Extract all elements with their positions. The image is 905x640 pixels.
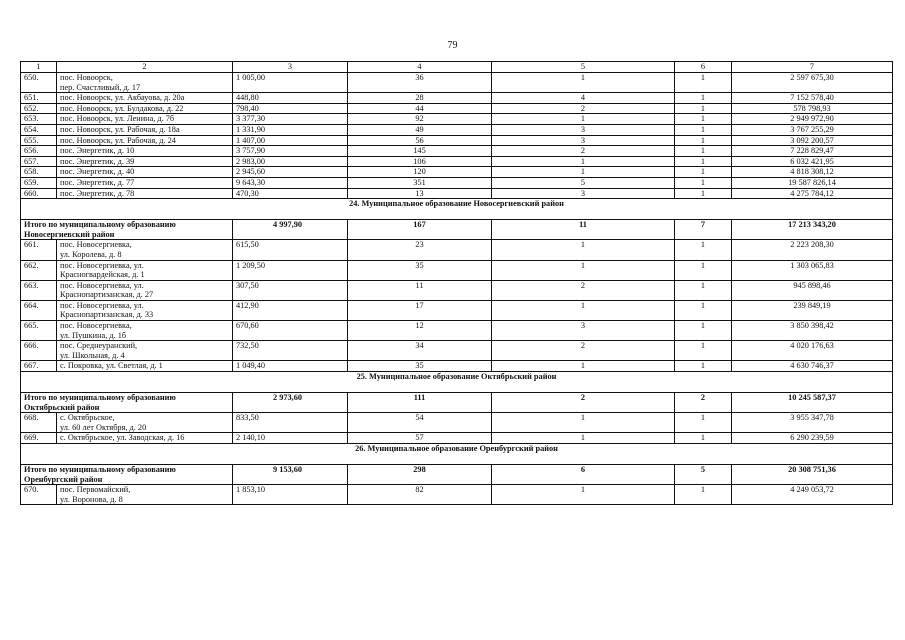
- total-label: Итого по муниципальному образованию Октябрьский район: [21, 393, 233, 413]
- row-number: 670.: [21, 485, 57, 505]
- address: пос. Энергетик, д. 39: [57, 156, 233, 167]
- row-number: 661.: [21, 240, 57, 260]
- total-cost-value: 20 308 751,36: [732, 465, 893, 485]
- value-col5: 1: [492, 413, 675, 433]
- area-value: 1 331,90: [233, 124, 348, 135]
- table-row: [21, 156, 893, 167]
- cost-value: 578 798,93: [732, 103, 893, 114]
- area-value: 2 983,00: [233, 156, 348, 167]
- table-row: [21, 280, 893, 300]
- area-value: 615,50: [233, 240, 348, 260]
- address: пос. Новосергиевка, ул. Краснопартизанская, д. 27: [57, 280, 233, 300]
- value-col5: 2: [492, 280, 675, 300]
- value-col5: 3: [492, 321, 675, 341]
- value-col6: 1: [675, 146, 732, 157]
- residents-count: 12: [348, 321, 492, 341]
- value-col5: 2: [492, 103, 675, 114]
- total-cost-value: 10 245 587,37: [732, 393, 893, 413]
- value-col6: 1: [675, 188, 732, 199]
- cost-value: 4 275 784,12: [732, 188, 893, 199]
- column-header: 7: [732, 62, 893, 73]
- value-col5: 1: [492, 240, 675, 260]
- value-col6: 1: [675, 321, 732, 341]
- cost-value: 6 032 421,95: [732, 156, 893, 167]
- residents-count: 23: [348, 240, 492, 260]
- total-value-col6: 7: [675, 220, 732, 240]
- row-number: 664.: [21, 300, 57, 320]
- section-heading-row: [21, 372, 893, 393]
- table-row: [21, 433, 893, 444]
- area-value: 798,40: [233, 103, 348, 114]
- residents-count: 82: [348, 485, 492, 505]
- residents-count: 351: [348, 177, 492, 188]
- value-col6: 1: [675, 361, 732, 372]
- address: пос. Энергетик, д. 40: [57, 167, 233, 178]
- row-number: 652.: [21, 103, 57, 114]
- value-col5: 1: [492, 300, 675, 320]
- row-number: 654.: [21, 124, 57, 135]
- row-number: 656.: [21, 146, 57, 157]
- area-value: 833,50: [233, 413, 348, 433]
- column-header: 1: [21, 62, 57, 73]
- cost-value: 4 249 053,72: [732, 485, 893, 505]
- value-col6: 1: [675, 260, 732, 280]
- cost-value: 945 898,46: [732, 280, 893, 300]
- data-table: [20, 61, 893, 505]
- address: пос. Новоорск, ул. Ленина, д. 7б: [57, 114, 233, 125]
- row-number: 653.: [21, 114, 57, 125]
- address: с. Покровка, ул. Светлая, д. 1: [57, 361, 233, 372]
- residents-count: 28: [348, 93, 492, 104]
- residents-count: 92: [348, 114, 492, 125]
- row-number: 663.: [21, 280, 57, 300]
- value-col6: 1: [675, 103, 732, 114]
- total-row: [21, 393, 893, 413]
- address: пос. Новоорск, пер. Счастливый, д. 17: [57, 73, 233, 93]
- residents-count: 35: [348, 260, 492, 280]
- table-row: [21, 260, 893, 280]
- residents-count: 35: [348, 361, 492, 372]
- cost-value: 2 223 208,30: [732, 240, 893, 260]
- value-col6: 1: [675, 341, 732, 361]
- address: пос. Первомайский, ул. Воронова, д. 8: [57, 485, 233, 505]
- residents-count: 106: [348, 156, 492, 167]
- address: пос. Новоорск, ул. Булдакова, д. 22: [57, 103, 233, 114]
- value-col6: 1: [675, 413, 732, 433]
- row-number: 669.: [21, 433, 57, 444]
- cost-value: 2 597 675,30: [732, 73, 893, 93]
- address: пос. Новосергиевка, ул. Пушкина, д. 1б: [57, 321, 233, 341]
- column-header: 2: [57, 62, 233, 73]
- cost-value: 3 955 347,78: [732, 413, 893, 433]
- residents-count: 56: [348, 135, 492, 146]
- total-value-col6: 5: [675, 465, 732, 485]
- value-col6: 1: [675, 167, 732, 178]
- total-row: [21, 465, 893, 485]
- address: с. Октябрьское, ул. 60 лет Октября, д. 20: [57, 413, 233, 433]
- value-col6: 1: [675, 93, 732, 104]
- column-header: 3: [233, 62, 348, 73]
- row-number: 662.: [21, 260, 57, 280]
- total-row: [21, 220, 893, 240]
- address: с. Октябрьское, ул. Заводская, д. 16: [57, 433, 233, 444]
- value-col5: 4: [492, 93, 675, 104]
- table-row: [21, 413, 893, 433]
- area-value: 670,60: [233, 321, 348, 341]
- area-value: 1 049,40: [233, 361, 348, 372]
- value-col5: 1: [492, 361, 675, 372]
- table-row: [21, 93, 893, 104]
- total-label: Итого по муниципальному образованию Новосергиевский район: [21, 220, 233, 240]
- column-header-row: [21, 62, 893, 73]
- address: пос. Новоорск, ул. Рабочая, д. 18а: [57, 124, 233, 135]
- total-area-value: 9 153,60: [233, 465, 348, 485]
- area-value: 1 209,50: [233, 260, 348, 280]
- area-value: 1 005,00: [233, 73, 348, 93]
- row-number: 659.: [21, 177, 57, 188]
- column-header: 4: [348, 62, 492, 73]
- section-title: 25. Муниципальное образование Октябрьский район: [21, 372, 893, 393]
- value-col6: 1: [675, 485, 732, 505]
- section-heading-row: [21, 444, 893, 465]
- area-value: 1 853,10: [233, 485, 348, 505]
- total-cost-value: 17 213 343,20: [732, 220, 893, 240]
- cost-value: 1 303 065,83: [732, 260, 893, 280]
- total-area-value: 2 973,60: [233, 393, 348, 413]
- table-row: [21, 73, 893, 93]
- value-col5: 1: [492, 433, 675, 444]
- residents-count: 120: [348, 167, 492, 178]
- value-col6: 1: [675, 135, 732, 146]
- value-col6: 1: [675, 300, 732, 320]
- section-title: 26. Муниципальное образование Оренбургский район: [21, 444, 893, 465]
- table-row: [21, 240, 893, 260]
- total-value-col6: 2: [675, 393, 732, 413]
- table-row: [21, 103, 893, 114]
- area-value: 2 945,60: [233, 167, 348, 178]
- table-row: [21, 188, 893, 199]
- cost-value: 19 587 826,14: [732, 177, 893, 188]
- residents-count: 36: [348, 73, 492, 93]
- table-row: [21, 177, 893, 188]
- total-value-col5: 11: [492, 220, 675, 240]
- value-col6: 1: [675, 177, 732, 188]
- section-heading-row: [21, 199, 893, 220]
- cost-value: 4 630 746,37: [732, 361, 893, 372]
- value-col5: 3: [492, 188, 675, 199]
- area-value: 3 757,90: [233, 146, 348, 157]
- total-residents-count: 167: [348, 220, 492, 240]
- area-value: 470,30: [233, 188, 348, 199]
- cost-value: 6 290 239,59: [732, 433, 893, 444]
- table-row: [21, 124, 893, 135]
- area-value: 412,90: [233, 300, 348, 320]
- residents-count: 54: [348, 413, 492, 433]
- area-value: 1 407,00: [233, 135, 348, 146]
- cost-value: 7 228 829,47: [732, 146, 893, 157]
- address: пос. Энергетик, д. 10: [57, 146, 233, 157]
- row-number: 666.: [21, 341, 57, 361]
- residents-count: 57: [348, 433, 492, 444]
- area-value: 448,80: [233, 93, 348, 104]
- row-number: 657.: [21, 156, 57, 167]
- row-number: 665.: [21, 321, 57, 341]
- table-row: [21, 361, 893, 372]
- table-row: [21, 135, 893, 146]
- address: пос. Энергетик, д. 78: [57, 188, 233, 199]
- row-number: 651.: [21, 93, 57, 104]
- value-col5: 1: [492, 114, 675, 125]
- value-col5: 3: [492, 135, 675, 146]
- table-row: [21, 485, 893, 505]
- value-col6: 1: [675, 124, 732, 135]
- cost-value: 3 850 398,42: [732, 321, 893, 341]
- row-number: 658.: [21, 167, 57, 178]
- area-value: 3 377,30: [233, 114, 348, 125]
- value-col5: 1: [492, 156, 675, 167]
- address: пос. Среднеуранский, ул. Школьная, д. 4: [57, 341, 233, 361]
- cost-value: 7 152 578,40: [732, 93, 893, 104]
- value-col5: 2: [492, 341, 675, 361]
- value-col6: 1: [675, 156, 732, 167]
- total-value-col5: 2: [492, 393, 675, 413]
- cost-value: 4 818 308,12: [732, 167, 893, 178]
- total-residents-count: 298: [348, 465, 492, 485]
- cost-value: 3 767 255,29: [732, 124, 893, 135]
- total-residents-count: 111: [348, 393, 492, 413]
- cost-value: 3 092 200,57: [732, 135, 893, 146]
- section-title: 24. Муниципальное образование Новосергиевский район: [21, 199, 893, 220]
- row-number: 660.: [21, 188, 57, 199]
- area-value: 307,50: [233, 280, 348, 300]
- value-col5: 1: [492, 260, 675, 280]
- column-header: 5: [492, 62, 675, 73]
- residents-count: 11: [348, 280, 492, 300]
- row-number: 668.: [21, 413, 57, 433]
- residents-count: 34: [348, 341, 492, 361]
- table-row: [21, 114, 893, 125]
- value-col5: 1: [492, 485, 675, 505]
- area-value: 732,50: [233, 341, 348, 361]
- value-col6: 1: [675, 73, 732, 93]
- value-col6: 1: [675, 114, 732, 125]
- residents-count: 145: [348, 146, 492, 157]
- row-number: 655.: [21, 135, 57, 146]
- row-number: 667.: [21, 361, 57, 372]
- total-value-col5: 6: [492, 465, 675, 485]
- row-number: 650.: [21, 73, 57, 93]
- address: пос. Новосергиевка, ул. Краснопартизанская, д. 33: [57, 300, 233, 320]
- residents-count: 49: [348, 124, 492, 135]
- total-label: Итого по муниципальному образованию Оренбургский район: [21, 465, 233, 485]
- address: пос. Новоорск, ул. Рабочая, д. 24: [57, 135, 233, 146]
- residents-count: 44: [348, 103, 492, 114]
- value-col5: 1: [492, 73, 675, 93]
- table-row: [21, 146, 893, 157]
- value-col5: 5: [492, 177, 675, 188]
- value-col6: 1: [675, 280, 732, 300]
- table-row: [21, 300, 893, 320]
- table-row: [21, 167, 893, 178]
- value-col6: 1: [675, 240, 732, 260]
- area-value: 2 140,10: [233, 433, 348, 444]
- column-header: 6: [675, 62, 732, 73]
- value-col5: 2: [492, 146, 675, 157]
- address: пос. Новосергиевка, ул. Королева, д. 8: [57, 240, 233, 260]
- address: пос. Новоорск, ул. Акбауова, д. 20а: [57, 93, 233, 104]
- value-col5: 1: [492, 167, 675, 178]
- cost-value: 2 949 972,90: [732, 114, 893, 125]
- table-row: [21, 321, 893, 341]
- cost-value: 239 849,19: [732, 300, 893, 320]
- page-number: 79: [447, 40, 458, 51]
- address: пос. Энергетик, д. 77: [57, 177, 233, 188]
- residents-count: 13: [348, 188, 492, 199]
- residents-count: 17: [348, 300, 492, 320]
- cost-value: 4 020 176,63: [732, 341, 893, 361]
- table-row: [21, 341, 893, 361]
- address: пос. Новосергиевка, ул. Красногвардейская, д. 1: [57, 260, 233, 280]
- area-value: 9 643,30: [233, 177, 348, 188]
- value-col6: 1: [675, 433, 732, 444]
- total-area-value: 4 997,90: [233, 220, 348, 240]
- table-body: [21, 62, 893, 505]
- value-col5: 3: [492, 124, 675, 135]
